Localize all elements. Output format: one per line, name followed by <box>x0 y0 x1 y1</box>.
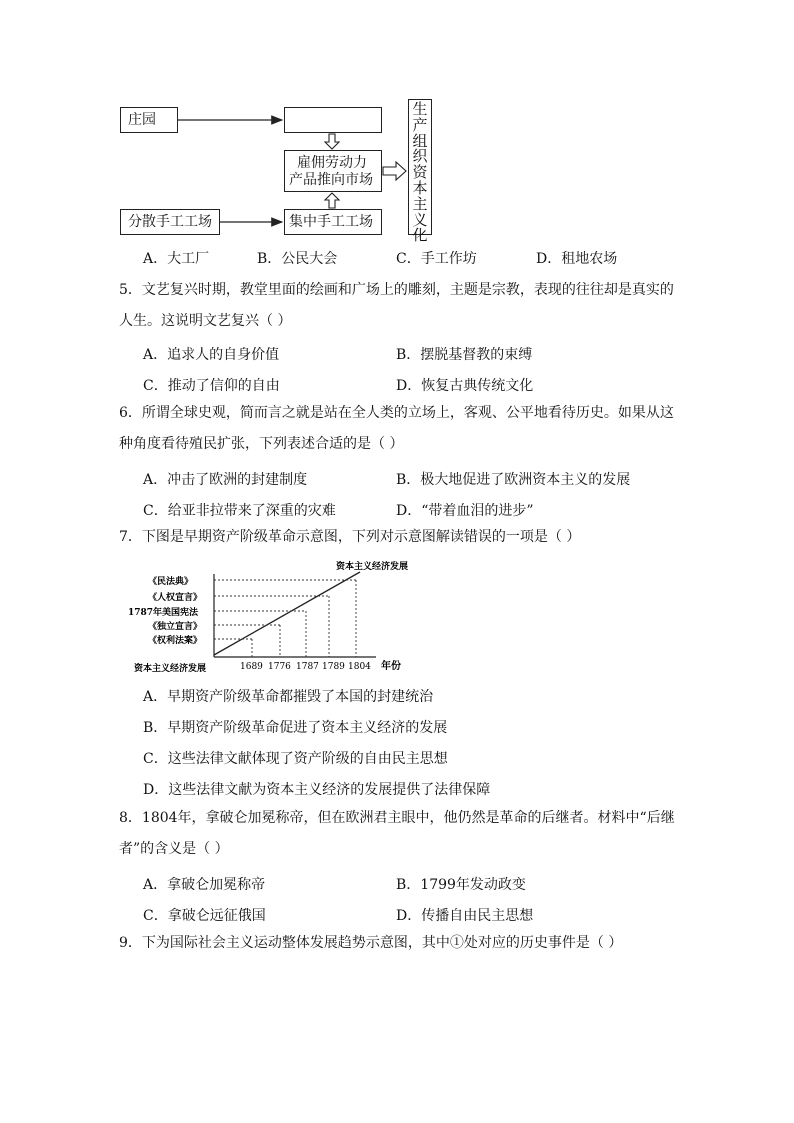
q8-option-a: A．拿破仑加冕称帝 <box>143 877 266 893</box>
q8-option-c: C．拿破仑远征俄国 <box>143 908 266 924</box>
q7-stem-line1: 7．下图是早期资产阶级革命示意图，下列对示意图解读错误的一项是（ ） <box>119 529 581 545</box>
box-middle-line1: 雇佣劳动力 <box>297 155 367 171</box>
q5-option-d: D．恢复古典传统文化 <box>396 378 534 394</box>
q4-option-c: C．手工作坊 <box>396 251 477 267</box>
chart-doc-bill-of-rights: 《权利法案》 <box>148 636 203 646</box>
box-centralized-label: 集中手工工场 <box>289 214 373 230</box>
box-scattered-label: 分散手工工场 <box>128 214 212 230</box>
q6-stem-line1: 6．所谓全球史观，简而言之就是站在全人类的立场上，客观、公平地看待历史。如果从这 <box>119 405 674 421</box>
chart-year-1787: 1787 <box>296 662 319 672</box>
q6-option-b: B．极大地促进了欧洲资本主义的发展 <box>396 472 631 488</box>
q8-option-b: B．1799年发动政变 <box>396 877 526 893</box>
q4-option-a: A．大工厂 <box>143 251 210 267</box>
q4-option-d: D．租地农场 <box>536 251 618 267</box>
chart-bottom-left-label: 资本主义经济发展 <box>134 664 207 674</box>
chart-year-1776: 1776 <box>268 662 291 672</box>
chart-year-1804: 1804 <box>348 662 371 672</box>
q5-stem-line1: 5．文艺复兴时期，教堂里面的绘画和广场上的雕刻，主题是宗教，表现的往往却是真实的 <box>119 282 674 298</box>
q7-option-b: B．早期资产阶级革命促进了资本主义经济的发展 <box>143 720 448 736</box>
q5-option-b: B．摆脱基督教的束缚 <box>396 347 533 363</box>
chart-doc-independence-declaration: 《独立宣言》 <box>148 622 203 632</box>
chart-doc-us-constitution: 1787年美国宪法 <box>128 608 199 618</box>
chart-year-1689: 1689 <box>240 662 263 672</box>
q6-option-a: A．冲击了欧洲的封建制度 <box>143 472 308 488</box>
box-vertical-label: 生产组织资本主义化 <box>412 100 428 245</box>
chart-top-label: 资本主义经济发展 <box>336 562 409 572</box>
chart-doc-civil-code: 《民法典》 <box>148 577 194 587</box>
q6-stem-line2: 种角度看待殖民扩张，下列表述合适的是（ ） <box>119 436 404 452</box>
q7-option-d: D．这些法律文献为资本主义经济的发展提供了法律保障 <box>143 782 491 798</box>
chart-year-1789: 1789 <box>322 662 345 672</box>
q9-stem-line1: 9．下为国际社会主义运动整体发展趋势示意图，其中①处对应的历史事件是（ ） <box>119 935 623 951</box>
q7-option-c: C．这些法律文献体现了资产阶级的自由民主思想 <box>143 751 448 767</box>
q8-stem-line1: 8．1804年，拿破仑加冕称帝，但在欧洲君主眼中，他仍然是革命的后继者。材料中“后继 <box>119 810 675 826</box>
q5-stem-line2: 人生。这说明文艺复兴（ ） <box>119 313 292 329</box>
chart-doc-rights-declaration: 《人权宣言》 <box>148 593 203 603</box>
q7-option-a: A．早期资产阶级革命都摧毁了本国的封建统治 <box>143 689 434 705</box>
q6-option-d: D．“带着血泪的进步” <box>396 503 534 519</box>
box-manor-label: 庄园 <box>128 112 156 128</box>
chart-x-axis-label: 年份 <box>381 661 401 672</box>
q8-stem-line2: 者”的含义是（ ） <box>119 841 229 857</box>
q5-option-c: C．推动了信仰的自由 <box>143 378 280 394</box>
q8-option-d: D．传播自由民主思想 <box>396 908 534 924</box>
box-middle-line2: 产品推向市场 <box>289 172 373 188</box>
q5-option-a: A．追求人的自身价值 <box>143 347 280 363</box>
q4-option-b: B．公民大会 <box>257 251 338 267</box>
q6-option-c: C．给亚非拉带来了深重的灾难 <box>143 503 336 519</box>
chart-growth-line <box>214 572 360 655</box>
